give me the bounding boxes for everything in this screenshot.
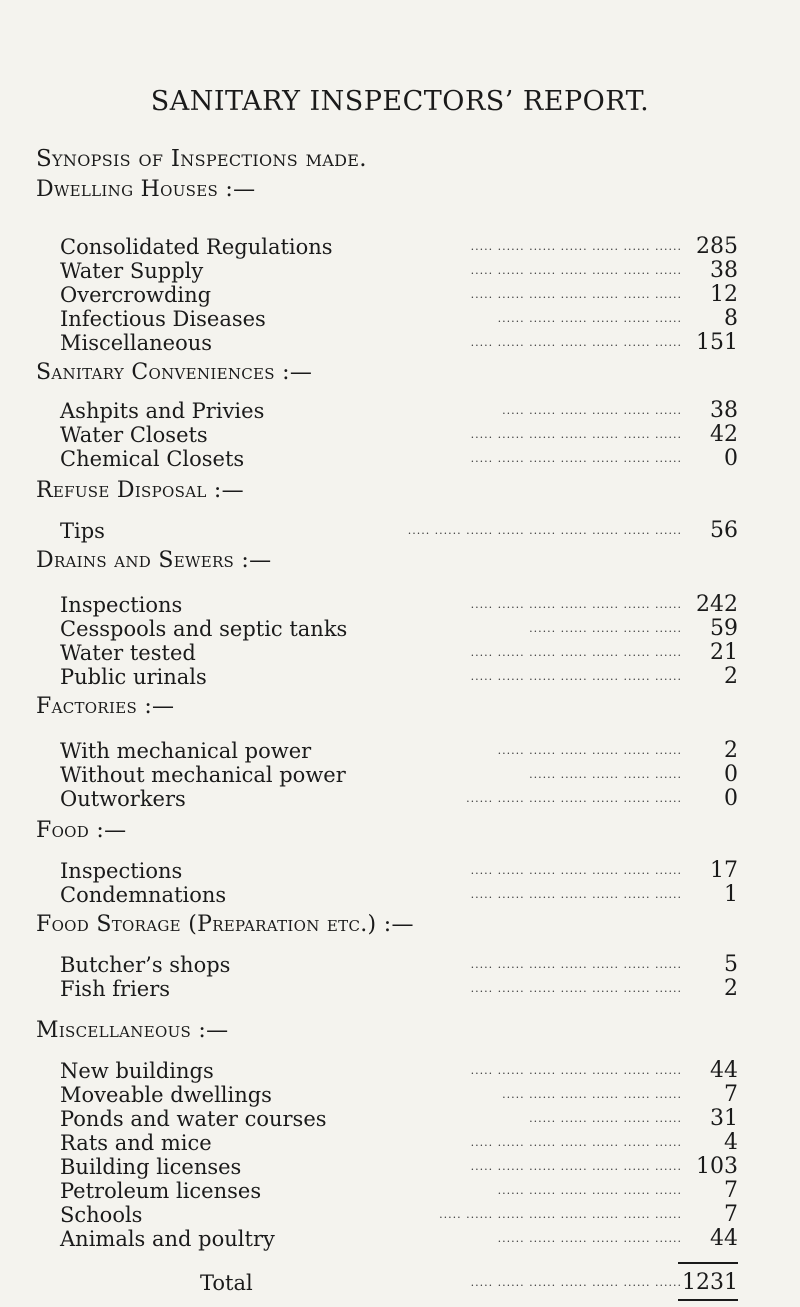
row-value: 7 xyxy=(724,1178,738,1203)
row-value: 151 xyxy=(696,330,738,355)
leader-dots: ...... ...... ...... ...... ...... ...... xyxy=(497,744,682,757)
leader-dots: ..... ...... ...... ...... ...... ...... ...... xyxy=(470,1160,682,1173)
leader-dots: ...... ...... ...... ...... ...... ...... ...... xyxy=(466,792,682,805)
leader-dots: ..... ...... ...... ...... ...... ...... xyxy=(502,1088,682,1101)
table-row xyxy=(60,282,738,308)
row-value: 242 xyxy=(696,592,738,617)
row-label: Moveable dwellings xyxy=(60,1083,272,1107)
row-value: 59 xyxy=(710,616,738,641)
table-row xyxy=(60,640,738,666)
table-row xyxy=(60,592,738,618)
page-title: SANITARY INSPECTORS’ REPORT. xyxy=(150,86,650,117)
table-row xyxy=(60,1082,738,1108)
row-label: Animals and poultry xyxy=(60,1227,275,1251)
leader-dots: ..... ...... ...... ...... ...... ...... ...... xyxy=(470,240,682,253)
leader-dots: ...... ...... ...... ...... ...... xyxy=(529,768,682,781)
row-label: Cesspools and septic tanks xyxy=(60,617,348,641)
row-label: Ashpits and Privies xyxy=(60,399,265,423)
row-label: Schools xyxy=(60,1203,143,1227)
row-value: 7 xyxy=(724,1202,738,1227)
row-label: Building licenses xyxy=(60,1155,242,1179)
row-value: 17 xyxy=(710,858,738,883)
leader-dots: ...... ...... ...... ...... ...... ...... xyxy=(497,1232,682,1245)
leader-dots: ..... ...... ...... ...... ...... ...... ...... xyxy=(470,1136,682,1149)
leader-dots: ..... ...... ...... ...... ...... ...... ...... xyxy=(470,598,682,611)
row-label: Water Supply xyxy=(60,259,204,283)
row-label: Overcrowding xyxy=(60,283,212,307)
table-row xyxy=(60,762,738,788)
row-label: Rats and mice xyxy=(60,1131,212,1155)
row-label: Infectious Diseases xyxy=(60,307,266,331)
row-value: 44 xyxy=(710,1058,738,1083)
row-label: Water tested xyxy=(60,641,196,665)
table-row xyxy=(60,518,738,544)
leader-dots: ..... ...... ...... ...... ...... ...... ...... xyxy=(470,1276,682,1289)
row-label: Inspections xyxy=(60,593,183,617)
table-row xyxy=(60,664,738,690)
leader-dots: ..... ...... ...... ...... ...... ...... ...... xyxy=(470,452,682,465)
leader-dots: ..... ...... ...... ...... ...... ...... ...... xyxy=(470,646,682,659)
row-value: 12 xyxy=(710,282,738,307)
leader-dots: ..... ...... ...... ...... ...... ...... ...... xyxy=(470,428,682,441)
leader-dots: ..... ...... ...... ...... ...... ...... ...... xyxy=(470,864,682,877)
table-row xyxy=(60,1226,738,1252)
table-row xyxy=(60,858,738,884)
table-row xyxy=(60,234,738,260)
row-label: Chemical Closets xyxy=(60,447,245,471)
row-value: 31 xyxy=(710,1106,738,1131)
section-heading-sanitary-conveniences: Sanitary Conveniences :— xyxy=(36,360,313,385)
row-label: Without mechanical power xyxy=(60,763,346,787)
leader-dots: ..... ...... ...... ...... ...... ...... xyxy=(502,404,682,417)
row-value: 8 xyxy=(724,306,738,331)
table-row xyxy=(60,1178,738,1204)
row-value: 2 xyxy=(724,664,738,689)
row-value: 2 xyxy=(724,976,738,1001)
row-label: Inspections xyxy=(60,859,183,883)
row-label: With mechanical power xyxy=(60,739,312,763)
leader-dots: ..... ...... ...... ...... ...... ...... ...... xyxy=(470,336,682,349)
row-value: 0 xyxy=(724,762,738,787)
row-label: Butcher’s shops xyxy=(60,953,231,977)
row-value: 42 xyxy=(710,422,738,447)
leader-dots: ..... ...... ...... ...... ...... ...... ...... ...... ...... xyxy=(407,524,682,537)
leader-dots: ...... ...... ...... ...... ...... xyxy=(529,1112,682,1125)
table-row xyxy=(60,258,738,284)
total-label: Total xyxy=(200,1271,253,1295)
synopsis-heading: Synopsis of Inspections made. xyxy=(36,146,367,172)
table-row xyxy=(60,882,738,908)
section-heading-drains-and-sewers: Drains and Sewers :— xyxy=(36,548,272,573)
row-label: Ponds and water courses xyxy=(60,1107,327,1131)
row-value: 5 xyxy=(724,952,738,977)
table-row xyxy=(60,952,738,978)
row-value: 21 xyxy=(710,640,738,665)
row-value: 0 xyxy=(724,786,738,811)
leader-dots: ..... ...... ...... ...... ...... ...... ...... xyxy=(470,288,682,301)
section-heading-refuse-disposal: Refuse Disposal :— xyxy=(36,478,244,503)
row-label: Petroleum licenses xyxy=(60,1179,262,1203)
leader-dots: ...... ...... ...... ...... ...... ...... xyxy=(497,1184,682,1197)
leader-dots: ...... ...... ...... ...... ...... ...... xyxy=(497,312,682,325)
table-row xyxy=(60,1154,738,1180)
table-row xyxy=(60,738,738,764)
row-value: 1 xyxy=(724,882,738,907)
leader-dots: ..... ...... ...... ...... ...... ...... ...... xyxy=(470,1064,682,1077)
row-label: Outworkers xyxy=(60,787,186,811)
row-label: Condemnations xyxy=(60,883,227,907)
table-row xyxy=(60,1106,738,1132)
table-row xyxy=(60,1058,738,1084)
leader-dots: ..... ...... ...... ...... ...... ...... ...... xyxy=(470,982,682,995)
row-value: 285 xyxy=(696,234,738,259)
leader-dots: ...... ...... ...... ...... ...... xyxy=(529,622,682,635)
row-value: 2 xyxy=(724,738,738,763)
row-value: 4 xyxy=(724,1130,738,1155)
row-value: 56 xyxy=(710,518,738,543)
row-label: Tips xyxy=(60,519,105,543)
leader-dots: ..... ...... ...... ...... ...... ...... ...... xyxy=(470,670,682,683)
section-heading-dwelling-houses: Dwelling Houses :— xyxy=(36,177,256,202)
table-row xyxy=(60,446,738,472)
table-row xyxy=(60,1130,738,1156)
row-label: Miscellaneous xyxy=(60,331,213,355)
section-heading-miscellaneous: Miscellaneous :— xyxy=(36,1018,229,1043)
section-heading-food-storage: Food Storage (Preparation etc.) :— xyxy=(36,912,414,937)
row-label: Public urinals xyxy=(60,665,207,689)
total-bottom-rule xyxy=(678,1299,738,1301)
leader-dots: ..... ...... ...... ...... ...... ...... ...... ...... xyxy=(439,1208,682,1221)
leader-dots: ..... ...... ...... ...... ...... ...... ...... xyxy=(470,264,682,277)
row-value: 7 xyxy=(724,1082,738,1107)
leader-dots: ..... ...... ...... ...... ...... ...... ...... xyxy=(470,958,682,971)
section-heading-food: Food :— xyxy=(36,818,127,843)
total-row xyxy=(0,1270,738,1296)
table-row xyxy=(60,786,738,812)
row-value: 44 xyxy=(710,1226,738,1251)
table-row xyxy=(60,1202,738,1228)
leader-dots: ..... ...... ...... ...... ...... ...... ...... xyxy=(470,888,682,901)
row-label: Water Closets xyxy=(60,423,208,447)
total-top-rule xyxy=(678,1262,738,1264)
table-row xyxy=(60,398,738,424)
row-label: Fish friers xyxy=(60,977,171,1001)
row-value: 0 xyxy=(724,446,738,471)
table-row xyxy=(60,306,738,332)
row-value: 38 xyxy=(710,258,738,283)
table-row xyxy=(60,616,738,642)
row-label: Consolidated Regulations xyxy=(60,235,333,259)
total-value: 1231 xyxy=(682,1270,738,1295)
table-row xyxy=(60,422,738,448)
row-value: 38 xyxy=(710,398,738,423)
row-label: New buildings xyxy=(60,1059,214,1083)
table-row xyxy=(60,976,738,1002)
row-value: 103 xyxy=(696,1154,738,1179)
section-heading-factories: Factories :— xyxy=(36,694,175,719)
table-row xyxy=(60,330,738,356)
